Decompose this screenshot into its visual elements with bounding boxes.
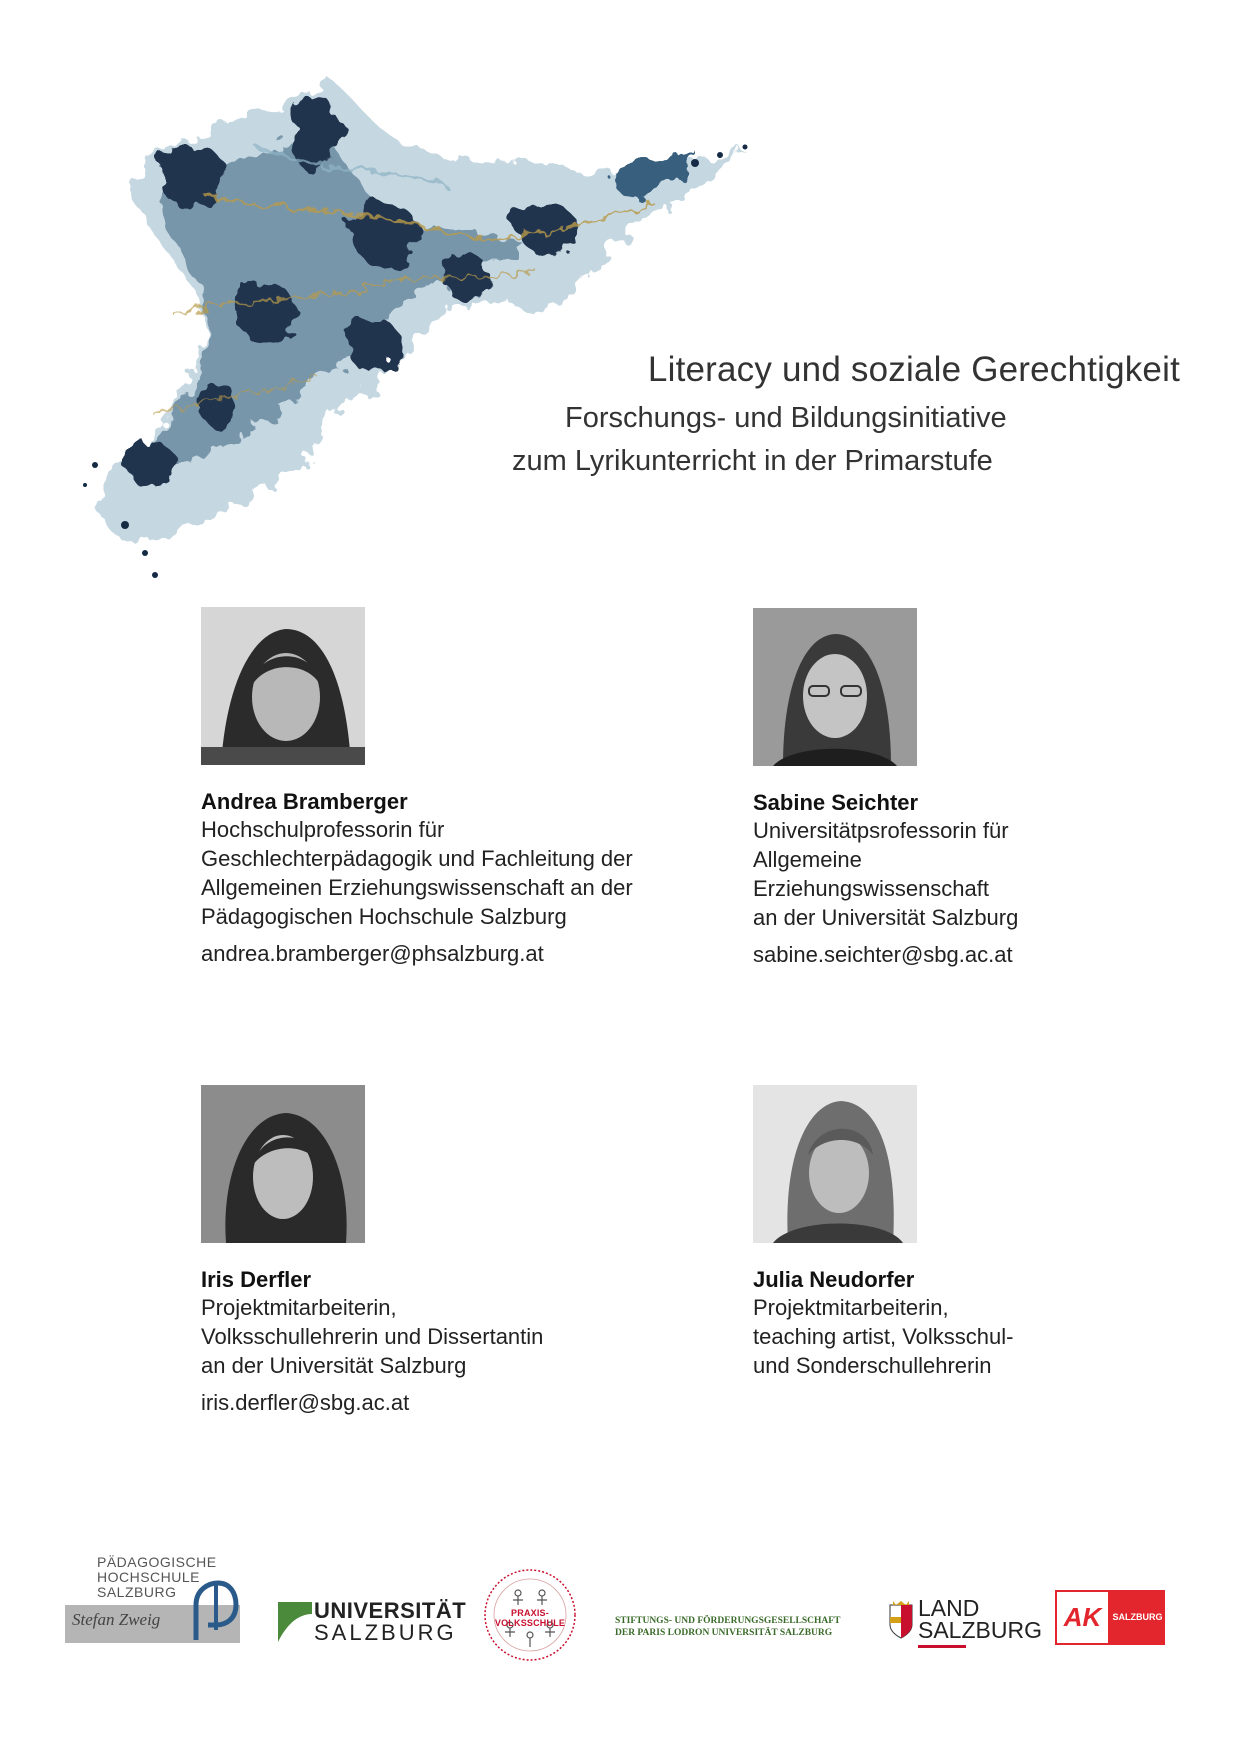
page-title: Literacy und soziale Gerechtigkeit <box>647 350 1180 389</box>
uni-logo-mark-icon <box>278 1602 312 1642</box>
stiftung-logo <box>615 1615 855 1645</box>
land-logo-line1: LAND <box>918 1595 980 1621</box>
ph-logo-line3: SALZBURG <box>97 1584 177 1600</box>
person-email[interactable]: sabine.seichter@sbg.ac.at <box>753 942 1013 967</box>
portrait-photo <box>753 1085 917 1243</box>
uni-logo-line2: SALZBURG <box>314 1620 457 1645</box>
stiftung-logo-line1: STIFTUNGS- UND FÖRDERUNGSGESELLSCHAFT <box>615 1616 841 1626</box>
land-logo-underline <box>918 1645 966 1648</box>
portrait-photo <box>753 608 917 766</box>
ak-logo-label: SALZBURG <box>1110 1590 1165 1645</box>
person-role: Projektmitarbeiterin, Volksschullehrerin und Dissertantin an der Universität Salzburg <box>201 1295 544 1378</box>
person-card <box>753 1085 1240 1380</box>
praxis-volksschule-logo <box>480 1565 580 1665</box>
person-name: Iris Derfler <box>201 1267 312 1292</box>
partner-logos <box>60 1555 1185 1665</box>
person-name: Julia Neudorfer <box>753 1267 915 1292</box>
ph-logo-line1: PÄDAGOGISCHE <box>97 1554 217 1570</box>
land-crest-icon <box>888 1601 914 1639</box>
person-email[interactable]: andrea.bramberger@phsalzburg.at <box>201 941 544 966</box>
person-role: Projektmitarbeiterin, teaching artist, Volksschul- und Sonderschullehrerin <box>753 1295 1014 1378</box>
person-card <box>753 608 1240 968</box>
uni-salzburg-logo <box>278 1598 467 1645</box>
ak-logo-mark: AK <box>1063 1602 1102 1632</box>
person-role: Hochschulprofessorin für Geschlechterpädagogik und Fachleitung der Allgemeinen Erziehungswissenschaft an der Pädagogischen Hochschule Salzburg <box>201 817 633 929</box>
ph-logo-signature: Stefan Zweig <box>72 1610 161 1629</box>
person-card <box>201 1085 721 1416</box>
land-logo-line2: SALZBURG <box>918 1617 1042 1643</box>
land-salzburg-logo <box>888 1595 1042 1652</box>
person-email[interactable]: iris.derfler@sbg.ac.at <box>201 1390 410 1415</box>
person-role: Universitätpsrofessorin für Allgemeine Erziehungswissenschaft an der Universität Salzburg <box>753 818 1019 930</box>
portrait-photo <box>201 1085 365 1243</box>
person-name: Andrea Bramberger <box>201 789 408 814</box>
page-subtitle-2: zum Lyrikunterricht in der Primarstufe <box>512 445 993 477</box>
uni-logo-line1: UNIVERSITÄT <box>314 1598 467 1623</box>
ph-logo-line2: HOCHSCHULE <box>97 1569 201 1585</box>
person-card <box>201 607 721 967</box>
ph-salzburg-logo <box>60 1555 240 1655</box>
praxis-logo-label: PRAXIS-VOLKSSCHULE <box>494 1608 566 1628</box>
portrait-photo <box>201 607 365 765</box>
stiftung-logo-line2: DER PARIS LODRON UNIVERSITÄT SALZBURG <box>615 1628 833 1638</box>
ph-monogram-icon <box>190 1575 240 1645</box>
ak-salzburg-logo <box>1055 1590 1165 1645</box>
page-subtitle-1: Forschungs- und Bildungsinitiative <box>565 402 1007 434</box>
ak-logo-mark-box <box>1055 1590 1110 1645</box>
person-name: Sabine Seichter <box>753 790 919 815</box>
